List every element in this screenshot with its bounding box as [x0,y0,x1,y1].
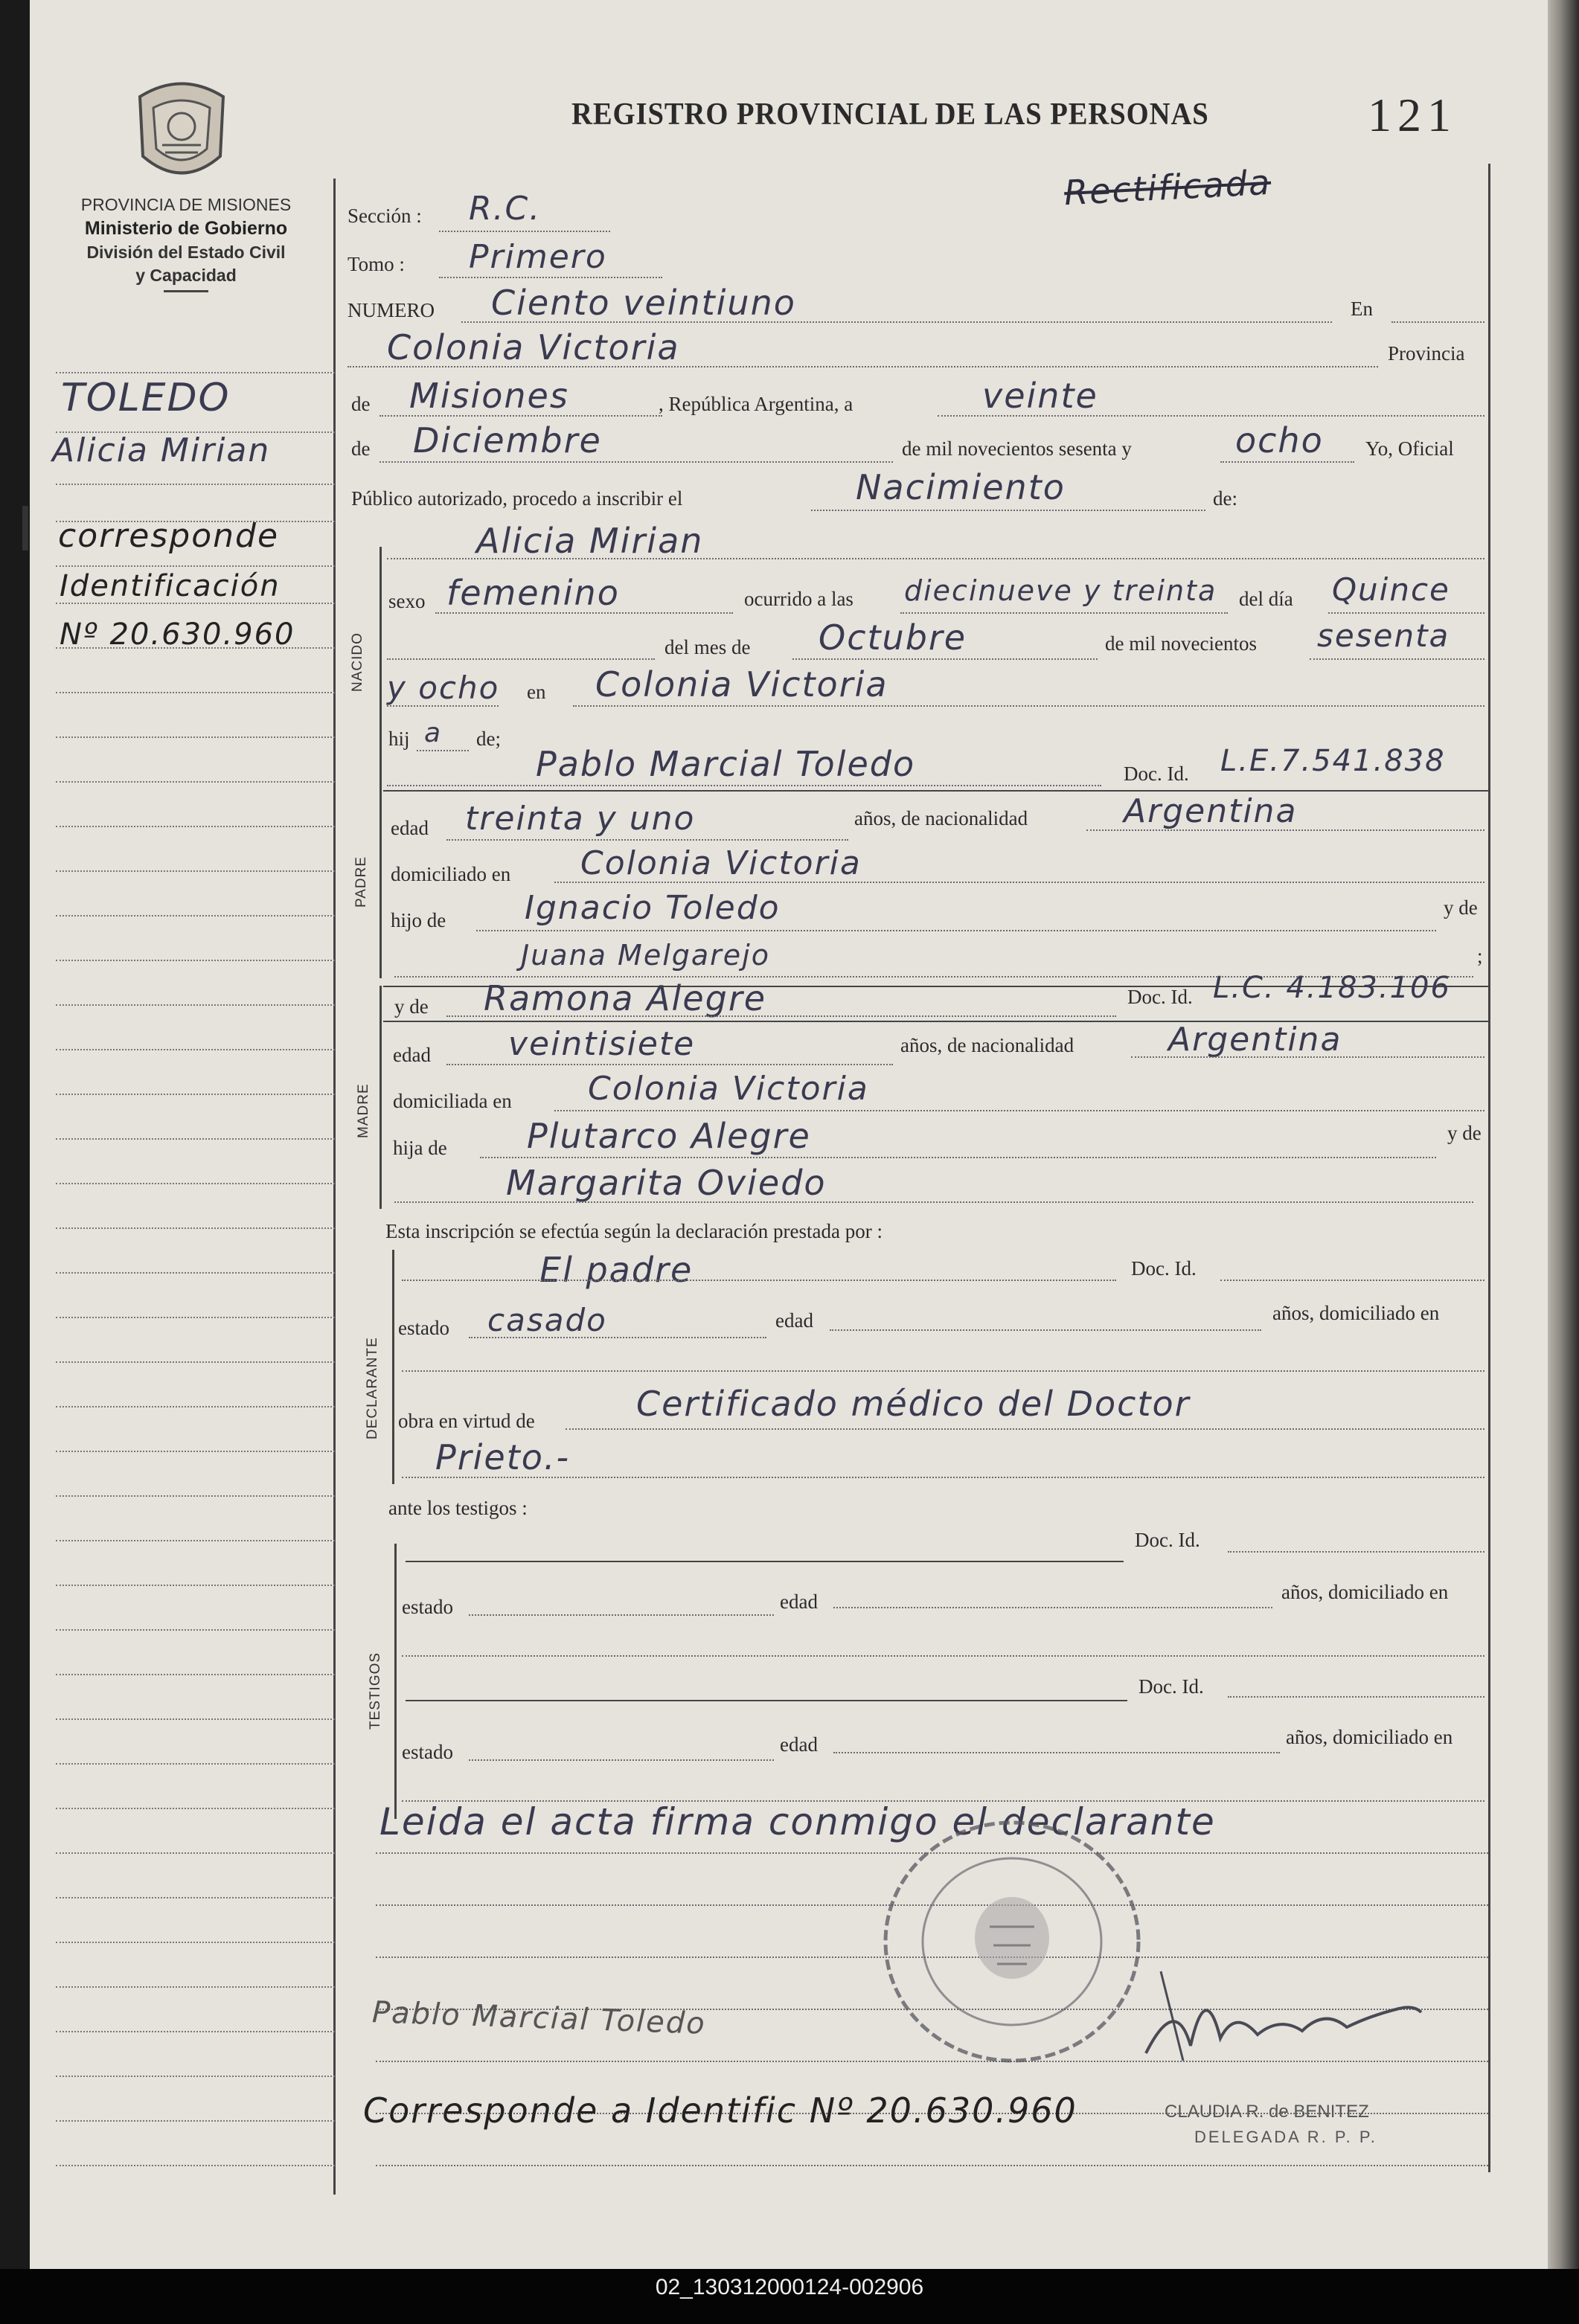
en-label-2: en [527,681,546,703]
margin-note-corresponde: corresponde [58,517,280,555]
frame-right-line [1488,164,1490,2172]
madre-edad-label: edad [393,1044,431,1066]
provincia-value: Misiones [409,376,569,416]
nacido-dia: Quince [1332,571,1450,608]
ministry-province: PROVINCIA DE MISIONES [80,195,292,214]
nacido-anio-2: y ocho [387,670,500,706]
madre-nacionalidad: Argentina [1168,1021,1342,1059]
official-stamp-icon [878,1815,1146,2068]
padre-madre-de: Juana Melgarejo [521,939,770,972]
image-id-caption: 02_130312000124-002906 [655,2275,924,2299]
padre-nacionalidad: Argentina [1124,792,1298,830]
seccion-label: Sección : [347,205,422,227]
hora-value: diecinueve y treinta [904,574,1217,607]
madre-bracket [379,986,382,1209]
hij-suffix: a [424,718,443,748]
firma-declarante: Pablo Marcial Toledo [371,1995,707,2041]
declaracion-intro: Esta inscripción se efectúa según la declaración prestada por : [385,1220,883,1242]
de-semicolon-label: de; [476,728,501,750]
padre-doc: L.E.7.541.838 [1220,744,1446,778]
sexo-label: sexo [388,590,426,612]
madre-domicilio-label: domiciliada en [393,1090,512,1112]
oficial-nombre: CLAUDIA R. de BENITEZ [1165,2102,1369,2122]
padre-doc-label: Doc. Id. [1124,763,1189,785]
madre-y-de-label-2: y de [1447,1122,1482,1144]
madre-nombre: Ramona Alegre [484,978,767,1018]
tomo-label: Tomo : [347,253,405,275]
margin-mark [22,506,28,550]
book-edge [1548,0,1579,2269]
testigo2-edad-label: edad [780,1733,818,1756]
register-title: REGISTRO PROVINCIAL DE LAS PERSONAS [571,97,1209,132]
padre-domicilio-label: domiciliado en [391,863,511,885]
madre-hija-label: hija de [393,1137,447,1159]
madre-madre-de: Margarita Oviedo [506,1163,827,1203]
testigo1-edad-label: edad [780,1590,818,1613]
fecha-mes: Diciembre [413,420,602,460]
padre-semicolon: ; [1477,945,1483,967]
mil-label: de mil novecientos sesenta y [902,437,1132,460]
fecha-dia: veinte [982,376,1098,416]
ministry-name: Ministerio de Gobierno [84,218,288,239]
madre-padre-de: Plutarco Alegre [527,1116,811,1156]
lugar-value: Colonia Victoria [387,327,680,367]
madre-domicilio: Colonia Victoria [588,1070,869,1108]
nacido-anio: sesenta [1317,617,1450,654]
margin-surname: TOLEDO [61,376,231,420]
declarante-obra-2: Prieto.- [435,1437,571,1477]
padre-section-label: PADRE [353,856,369,908]
padre-anos-label: años, de nacionalidad [854,807,1028,829]
mes-label: del mes de [664,636,751,658]
de-colon-label: de: [1213,487,1237,510]
padre-edad-label: edad [391,817,429,839]
republica-label: , República Argentina, a [659,393,853,415]
testigo2-estado-label: estado [402,1741,453,1763]
ministry-division: División del Estado Civil [86,243,286,262]
nacido-section-label: NACIDO [350,632,365,692]
oficial-label: Yo, Oficial [1365,437,1454,460]
padre-bracket [379,770,382,978]
declarante-edad-label: edad [775,1309,813,1332]
margin-given-name: Alicia Mirian [52,431,271,469]
padre-nombre: Pablo Marcial Toledo [536,744,916,784]
rectificada-annotation: Rectificada [1063,161,1272,214]
madre-doc-label: Doc. Id. [1127,986,1193,1008]
madre-doc: L.C. 4.183.106 [1213,971,1451,1005]
declarante-nombre: El padre [539,1250,694,1290]
sexo-value: femenino [446,573,620,613]
declarante-estado: casado [487,1302,607,1338]
margin-note-identificacion: Identificación [60,569,281,603]
declarante-estado-label: estado [398,1317,449,1339]
page-number: 121 [1368,89,1457,141]
padre-domicilio: Colonia Victoria [580,844,862,882]
testigos-bracket [394,1544,397,1819]
testigo1-estado-label: estado [402,1596,453,1618]
numero-value: Ciento veintiuno [491,283,796,323]
madre-y-de-label: y de [394,995,429,1018]
nacido-mes: Octubre [819,617,967,658]
tomo-value: Primero [469,238,607,276]
frame-left-line [333,179,336,2195]
fecha-anio: ocho [1235,420,1324,460]
correspondencia-note: Corresponde a Identific Nº 20.630.960 [363,2090,1077,2131]
nacido-lugar: Colonia Victoria [595,664,888,704]
declarante-bracket [392,1250,394,1484]
testigos-section-label: TESTIGOS [368,1651,383,1730]
seccion-value: R.C. [469,190,542,228]
padre-y-de-label: y de [1444,896,1478,919]
madre-section-label: MADRE [356,1083,371,1138]
testigo2-anos-label: años, domiciliado en [1286,1726,1453,1748]
mil-novecientos-label: de mil novecientos [1105,632,1257,655]
declarante-doc-label: Doc. Id. [1131,1257,1197,1280]
publico-label: Público autorizado, procedo a inscribir el [351,487,683,510]
declarante-section-label: DECLARANTE [365,1337,380,1439]
nacido-bracket [379,547,382,777]
declarante-anos-label: años, domiciliado en [1272,1302,1440,1324]
de-label: de [351,393,371,415]
inscripto-nombre: Alicia Mirian [476,521,704,561]
declarante-obra: Certificado médico del Doctor [636,1384,1191,1424]
coat-of-arms-icon [132,74,231,186]
padre-hijo-label: hijo de [391,909,446,931]
en-label: En [1351,298,1373,320]
declarante-obra-label: obra en virtud de [398,1410,535,1432]
official-signature-icon [1131,1964,1429,2076]
ocurrido-label: ocurrido a las [744,588,853,610]
oficial-cargo: DELEGADA R. P. P. [1194,2128,1377,2146]
padre-edad: treinta y uno [465,800,696,838]
padre-padre-de: Ignacio Toledo [525,889,781,927]
de-label-2: de [351,437,371,460]
provincia-label: Provincia [1388,342,1465,365]
testigos-intro: ante los testigos : [388,1497,528,1519]
numero-label: NUMERO [347,299,435,321]
madre-anos-label: años, de nacionalidad [900,1034,1074,1056]
margin-note-number: Nº 20.630.960 [60,617,295,652]
testigo1-anos-label: años, domiciliado en [1281,1581,1449,1603]
testigo1-doc-label: Doc. Id. [1135,1529,1200,1551]
hij-label: hij [388,728,410,750]
acto-value: Nacimiento [856,467,1066,507]
madre-edad: veintisiete [508,1025,696,1063]
del-dia-label: del día [1239,588,1293,610]
leida-acta: Leida el acta firma conmigo el declarante [379,1800,1216,1843]
ministry-division-2: y Capacidad [135,266,237,285]
testigo2-doc-label: Doc. Id. [1138,1675,1204,1698]
